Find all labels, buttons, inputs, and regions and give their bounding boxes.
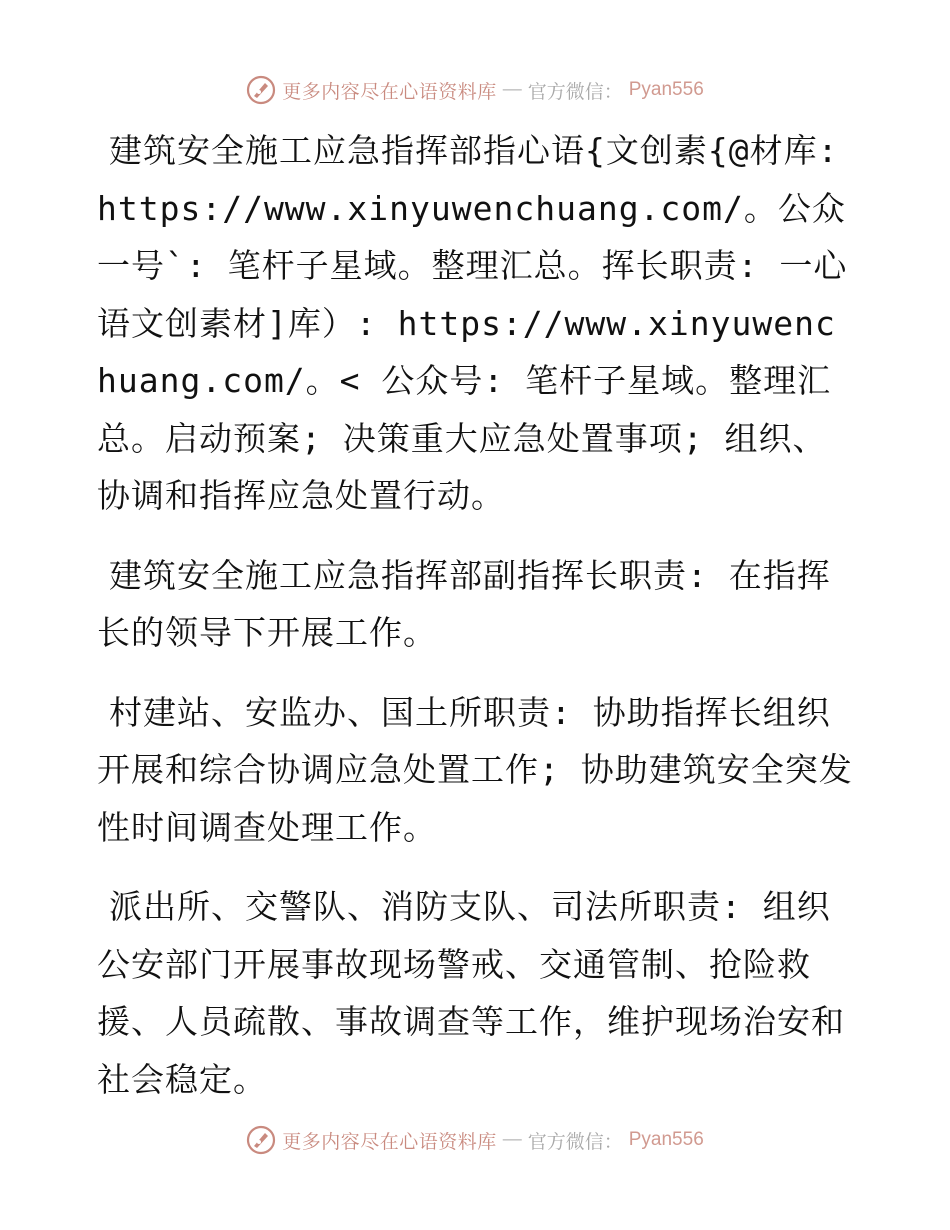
banner-text: 更多内容尽在心语资料库: [282, 1130, 497, 1153]
paragraph-police-fire-duties: 派出所、交警队、消防支队、司法所职责: 组织公安部门开展事故现场警戒、交通管制、抢险救援、人员疏散、事故调查等工作，维护现场治安和社会稳定。: [97, 887, 845, 1099]
footer-banner: [0, 1122, 950, 1158]
document-body: [97, 122, 853, 1130]
paragraph-village-station-duties: 村建站、安监办、国土所职责: 协助指挥长组织开展和综合协调应急处置工作; 协助建筑安全突发性时间调查处理工作。: [97, 692, 853, 847]
banner-wechat-id: Pyan556: [628, 1129, 704, 1150]
banner-wechat-id: Pyan556: [628, 79, 704, 100]
banner-official-label: 官方微信：: [527, 1130, 623, 1153]
paragraph-commander-duties: 建筑安全施工应急指挥部指心语{文创素{@材库: https://www.xinyuwenchuang.com/。公众一号`: 笔杆子星域。整理汇总。挥长职责: 一心语文创素材]库）: https://www.xinyuwenchuang.com/。< 公众号: 笔杆子星域。整理汇总。启动预案; 决策重大应急处置事项; 组织、协调和指挥应急处置行动。: [97, 131, 848, 515]
banner-dash: —: [502, 1129, 522, 1150]
header-banner: [0, 72, 950, 108]
banner-dash: —: [502, 79, 522, 100]
paragraph-deputy-commander-duties: 建筑安全施工应急指挥部副指挥长职责: 在指挥长的领导下开展工作。: [97, 555, 831, 652]
banner-official-label: 官方微信：: [527, 80, 623, 103]
brand-logo-icon: [246, 75, 276, 105]
brand-logo-icon: [246, 1125, 276, 1155]
banner-text: 更多内容尽在心语资料库: [282, 80, 497, 103]
